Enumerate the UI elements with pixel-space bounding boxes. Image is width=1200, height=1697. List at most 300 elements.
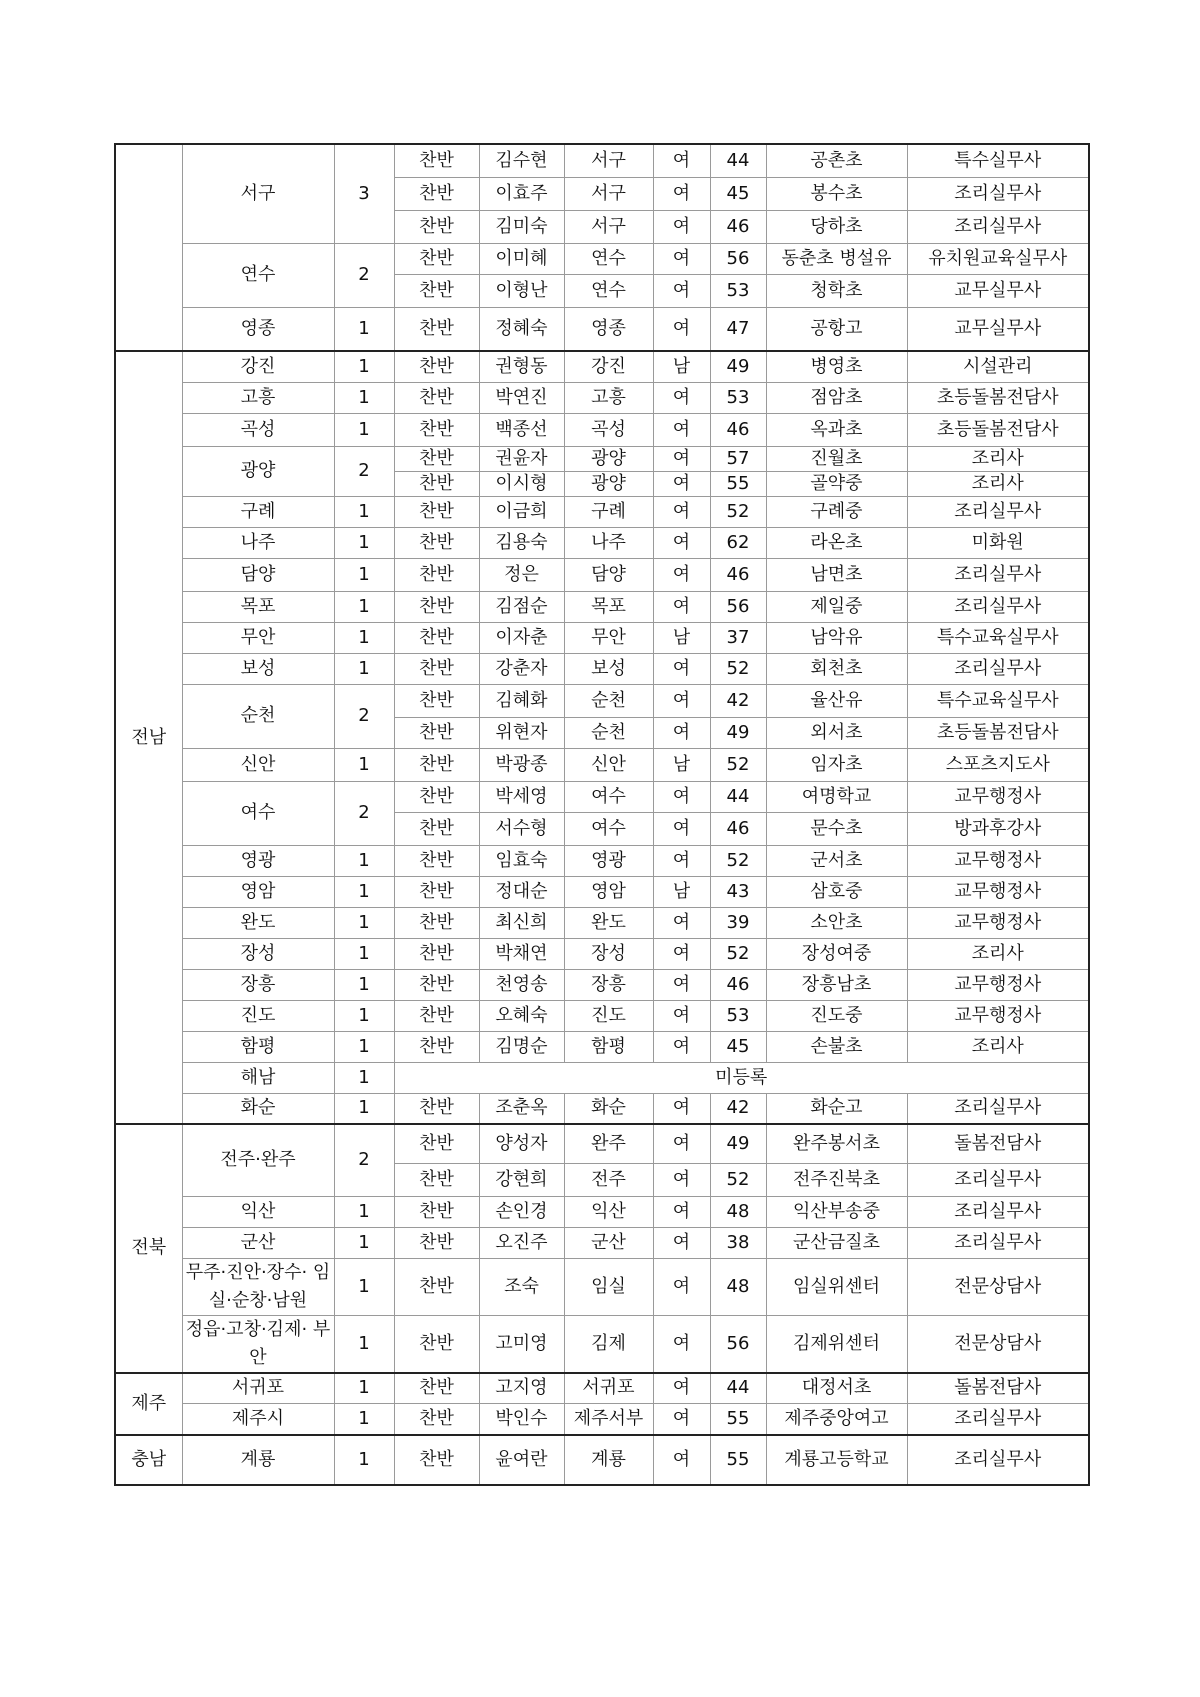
district-cell: 무주·진안·장수· 임실·순창·남원: [182, 1258, 334, 1315]
name-cell: 윤여란: [479, 1435, 564, 1485]
count-cell: 1: [334, 382, 394, 413]
count-cell: 1: [334, 527, 394, 558]
area-cell: 연수: [564, 274, 653, 307]
table-row: [115, 845, 1089, 876]
gender-cell: 여: [653, 471, 710, 496]
area-cell: 서구: [564, 210, 653, 243]
name-cell: 이금희: [479, 496, 564, 527]
area-cell: 곡성: [564, 413, 653, 446]
count-cell: 1: [334, 907, 394, 938]
area-cell: 진도: [564, 1000, 653, 1031]
table-body: [115, 143, 1089, 1485]
job-cell: 조리실무사: [907, 177, 1089, 210]
area-cell: 여수: [564, 812, 653, 845]
name-cell: 정대순: [479, 876, 564, 907]
count-cell: 1: [334, 845, 394, 876]
table-row: [115, 1093, 1089, 1124]
count-cell: 1: [334, 1196, 394, 1227]
district-cell: 전주·완주: [182, 1124, 334, 1196]
area-cell: 계룡: [564, 1435, 653, 1485]
gender-cell: 여: [653, 1404, 710, 1435]
name-cell: 이효주: [479, 177, 564, 210]
school-cell: 임자초: [766, 748, 907, 781]
school-cell: 율산유: [766, 684, 907, 717]
table-row: [115, 781, 1089, 812]
age-cell: 46: [710, 558, 766, 591]
gender-cell: 여: [653, 1373, 710, 1404]
district-cell: 함평: [182, 1031, 334, 1062]
area-cell: 서구: [564, 177, 653, 210]
table-row: [115, 558, 1089, 591]
school-cell: 진월초: [766, 446, 907, 471]
table-row: [115, 591, 1089, 622]
area-cell: 전주: [564, 1163, 653, 1196]
age-cell: 49: [710, 1124, 766, 1163]
age-cell: 43: [710, 876, 766, 907]
district-cell: 고흥: [182, 382, 334, 413]
age-cell: 37: [710, 622, 766, 653]
job-cell: 조리실무사: [907, 1196, 1089, 1227]
school-cell: 익산부송중: [766, 1196, 907, 1227]
area-cell: 목포: [564, 591, 653, 622]
age-cell: 57: [710, 446, 766, 471]
area-cell: 구례: [564, 496, 653, 527]
table-row: [115, 1196, 1089, 1227]
name-cell: 최신희: [479, 907, 564, 938]
job-cell: 조리사: [907, 1031, 1089, 1062]
table-row: [115, 1404, 1089, 1435]
gender-cell: 여: [653, 1000, 710, 1031]
school-cell: 손불초: [766, 1031, 907, 1062]
count-cell: 1: [334, 1000, 394, 1031]
type-cell: 찬반: [394, 907, 479, 938]
gender-cell: 남: [653, 748, 710, 781]
job-cell: 조리실무사: [907, 1093, 1089, 1124]
job-cell: 조리실무사: [907, 1404, 1089, 1435]
count-cell: 1: [334, 938, 394, 969]
type-cell: 찬반: [394, 845, 479, 876]
job-cell: 조리실무사: [907, 1435, 1089, 1485]
area-cell: 나주: [564, 527, 653, 558]
job-cell: 조리실무사: [907, 653, 1089, 684]
job-cell: 초등돌봄전담사: [907, 413, 1089, 446]
type-cell: 찬반: [394, 496, 479, 527]
count-cell: 1: [334, 1315, 394, 1373]
type-cell: 찬반: [394, 471, 479, 496]
region-cell: 충남: [115, 1435, 182, 1485]
table-row: [115, 351, 1089, 382]
district-cell: 연수: [182, 243, 334, 307]
school-cell: 공촌초: [766, 144, 907, 177]
school-cell: 김제위센터: [766, 1315, 907, 1373]
name-cell: 박채연: [479, 938, 564, 969]
job-cell: 교무행정사: [907, 1000, 1089, 1031]
gender-cell: 여: [653, 1258, 710, 1315]
name-cell: 이자춘: [479, 622, 564, 653]
age-cell: 55: [710, 1404, 766, 1435]
type-cell: 찬반: [394, 1031, 479, 1062]
type-cell: 찬반: [394, 876, 479, 907]
type-cell: 찬반: [394, 1000, 479, 1031]
name-cell: 강춘자: [479, 653, 564, 684]
job-cell: 특수교육실무사: [907, 622, 1089, 653]
region-cell: [115, 144, 182, 351]
age-cell: 56: [710, 243, 766, 274]
type-cell: 찬반: [394, 243, 479, 274]
age-cell: 44: [710, 781, 766, 812]
name-cell: 임효숙: [479, 845, 564, 876]
count-cell: 1: [334, 622, 394, 653]
gender-cell: 여: [653, 969, 710, 1000]
district-cell: 목포: [182, 591, 334, 622]
district-cell: 여수: [182, 781, 334, 845]
table-row: [115, 527, 1089, 558]
name-cell: 오혜숙: [479, 1000, 564, 1031]
job-cell: 조리실무사: [907, 558, 1089, 591]
table-row: [115, 1258, 1089, 1315]
name-cell: 김혜화: [479, 684, 564, 717]
school-cell: 전주진북초: [766, 1163, 907, 1196]
school-cell: 군산금질초: [766, 1227, 907, 1258]
job-cell: 조리실무사: [907, 1227, 1089, 1258]
school-cell: 동춘초 병설유: [766, 243, 907, 274]
count-cell: 1: [334, 351, 394, 382]
type-cell: 찬반: [394, 1315, 479, 1373]
school-cell: 제주중앙여고: [766, 1404, 907, 1435]
count-cell: 1: [334, 653, 394, 684]
job-cell: 교무행정사: [907, 845, 1089, 876]
job-cell: 조리실무사: [907, 1163, 1089, 1196]
area-cell: 광양: [564, 446, 653, 471]
count-cell: 1: [334, 1227, 394, 1258]
gender-cell: 여: [653, 496, 710, 527]
area-cell: 광양: [564, 471, 653, 496]
gender-cell: 여: [653, 938, 710, 969]
school-cell: 임실위센터: [766, 1258, 907, 1315]
name-cell: 김미숙: [479, 210, 564, 243]
count-cell: 1: [334, 1258, 394, 1315]
job-cell: 교무행정사: [907, 907, 1089, 938]
job-cell: 전문상담사: [907, 1258, 1089, 1315]
gender-cell: 여: [653, 1163, 710, 1196]
job-cell: 조리사: [907, 446, 1089, 471]
area-cell: 영광: [564, 845, 653, 876]
school-cell: 공항고: [766, 307, 907, 351]
school-cell: 외서초: [766, 717, 907, 748]
area-cell: 신안: [564, 748, 653, 781]
name-cell: 김점순: [479, 591, 564, 622]
district-cell: 군산: [182, 1227, 334, 1258]
area-cell: 완도: [564, 907, 653, 938]
area-cell: 연수: [564, 243, 653, 274]
age-cell: 42: [710, 1093, 766, 1124]
age-cell: 44: [710, 144, 766, 177]
name-cell: 박인수: [479, 1404, 564, 1435]
school-cell: 장흥남초: [766, 969, 907, 1000]
type-cell: 찬반: [394, 591, 479, 622]
type-cell: 찬반: [394, 177, 479, 210]
type-cell: 찬반: [394, 1435, 479, 1485]
type-cell: 찬반: [394, 622, 479, 653]
district-cell: 나주: [182, 527, 334, 558]
count-cell: 2: [334, 781, 394, 845]
district-cell: 정읍·고창·김제· 부안: [182, 1315, 334, 1373]
gender-cell: 여: [653, 1315, 710, 1373]
region-cell: 전북: [115, 1124, 182, 1373]
district-cell: 무안: [182, 622, 334, 653]
count-cell: 2: [334, 243, 394, 307]
count-cell: 1: [334, 413, 394, 446]
gender-cell: 여: [653, 653, 710, 684]
school-cell: 회천초: [766, 653, 907, 684]
job-cell: 돌봄전담사: [907, 1373, 1089, 1404]
type-cell: 찬반: [394, 938, 479, 969]
count-cell: 1: [334, 1435, 394, 1485]
table-row: [115, 1373, 1089, 1404]
school-cell: 라온초: [766, 527, 907, 558]
count-cell: 1: [334, 1093, 394, 1124]
type-cell: 찬반: [394, 969, 479, 1000]
school-cell: 남악유: [766, 622, 907, 653]
area-cell: 화순: [564, 1093, 653, 1124]
district-cell: 순천: [182, 684, 334, 748]
name-cell: 조숙: [479, 1258, 564, 1315]
name-cell: 권형동: [479, 351, 564, 382]
school-cell: 완주봉서초: [766, 1124, 907, 1163]
school-cell: 계룡고등학교: [766, 1435, 907, 1485]
school-cell: 제일중: [766, 591, 907, 622]
count-cell: 1: [334, 876, 394, 907]
type-cell: 찬반: [394, 382, 479, 413]
age-cell: 56: [710, 1315, 766, 1373]
district-cell: 서귀포: [182, 1373, 334, 1404]
age-cell: 52: [710, 845, 766, 876]
type-cell: 찬반: [394, 1093, 479, 1124]
count-cell: 1: [334, 748, 394, 781]
type-cell: 찬반: [394, 144, 479, 177]
gender-cell: 여: [653, 717, 710, 748]
school-cell: 장성여중: [766, 938, 907, 969]
age-cell: 38: [710, 1227, 766, 1258]
type-cell: 찬반: [394, 413, 479, 446]
age-cell: 46: [710, 969, 766, 1000]
area-cell: 완주: [564, 1124, 653, 1163]
table-row: [115, 1000, 1089, 1031]
district-cell: 구례: [182, 496, 334, 527]
area-cell: 장성: [564, 938, 653, 969]
district-cell: 신안: [182, 748, 334, 781]
school-cell: 구례중: [766, 496, 907, 527]
note-cell: 미등록: [394, 1062, 1089, 1093]
count-cell: 1: [334, 1404, 394, 1435]
school-cell: 군서초: [766, 845, 907, 876]
age-cell: 47: [710, 307, 766, 351]
name-cell: 천영송: [479, 969, 564, 1000]
job-cell: 교무실무사: [907, 274, 1089, 307]
district-cell: 서구: [182, 144, 334, 243]
gender-cell: 여: [653, 1196, 710, 1227]
name-cell: 이시형: [479, 471, 564, 496]
table-row: [115, 876, 1089, 907]
count-cell: 1: [334, 496, 394, 527]
name-cell: 고지영: [479, 1373, 564, 1404]
school-cell: 대정서초: [766, 1373, 907, 1404]
age-cell: 48: [710, 1196, 766, 1227]
name-cell: 조춘옥: [479, 1093, 564, 1124]
age-cell: 49: [710, 717, 766, 748]
table-row: [115, 653, 1089, 684]
name-cell: 백종선: [479, 413, 564, 446]
job-cell: 특수교육실무사: [907, 684, 1089, 717]
age-cell: 48: [710, 1258, 766, 1315]
type-cell: 찬반: [394, 1373, 479, 1404]
area-cell: 여수: [564, 781, 653, 812]
school-cell: 삼호중: [766, 876, 907, 907]
job-cell: 특수실무사: [907, 144, 1089, 177]
job-cell: 시설관리: [907, 351, 1089, 382]
type-cell: 찬반: [394, 1196, 479, 1227]
gender-cell: 여: [653, 591, 710, 622]
age-cell: 56: [710, 591, 766, 622]
district-cell: 계룡: [182, 1435, 334, 1485]
gender-cell: 여: [653, 413, 710, 446]
school-cell: 병영초: [766, 351, 907, 382]
table-row: [115, 969, 1089, 1000]
type-cell: 찬반: [394, 781, 479, 812]
gender-cell: 여: [653, 1093, 710, 1124]
name-cell: 김용숙: [479, 527, 564, 558]
name-cell: 정혜숙: [479, 307, 564, 351]
table-row: [115, 1062, 1089, 1093]
gender-cell: 여: [653, 845, 710, 876]
age-cell: 46: [710, 210, 766, 243]
gender-cell: 남: [653, 876, 710, 907]
name-cell: 이형난: [479, 274, 564, 307]
area-cell: 무안: [564, 622, 653, 653]
table-row: [115, 907, 1089, 938]
area-cell: 서구: [564, 144, 653, 177]
gender-cell: 여: [653, 446, 710, 471]
type-cell: 찬반: [394, 1404, 479, 1435]
age-cell: 46: [710, 413, 766, 446]
type-cell: 찬반: [394, 446, 479, 471]
gender-cell: 여: [653, 907, 710, 938]
age-cell: 52: [710, 1163, 766, 1196]
area-cell: 담양: [564, 558, 653, 591]
age-cell: 52: [710, 748, 766, 781]
school-cell: 골약중: [766, 471, 907, 496]
gender-cell: 여: [653, 812, 710, 845]
count-cell: 1: [334, 1373, 394, 1404]
gender-cell: 여: [653, 382, 710, 413]
table-row: [115, 144, 1089, 177]
job-cell: 조리실무사: [907, 210, 1089, 243]
name-cell: 권윤자: [479, 446, 564, 471]
count-cell: 1: [334, 591, 394, 622]
gender-cell: 여: [653, 243, 710, 274]
district-cell: 곡성: [182, 413, 334, 446]
count-cell: 1: [334, 307, 394, 351]
age-cell: 52: [710, 653, 766, 684]
school-cell: 여명학교: [766, 781, 907, 812]
area-cell: 김제: [564, 1315, 653, 1373]
gender-cell: 여: [653, 1124, 710, 1163]
region-cell: 제주: [115, 1373, 182, 1435]
district-cell: 영암: [182, 876, 334, 907]
table-row: [115, 1435, 1089, 1485]
name-cell: 박연진: [479, 382, 564, 413]
table-row: [115, 307, 1089, 351]
gender-cell: 남: [653, 622, 710, 653]
name-cell: 서수형: [479, 812, 564, 845]
name-cell: 김수현: [479, 144, 564, 177]
district-cell: 강진: [182, 351, 334, 382]
count-cell: 1: [334, 1062, 394, 1093]
area-cell: 익산: [564, 1196, 653, 1227]
name-cell: 박광종: [479, 748, 564, 781]
table-row: [115, 1315, 1089, 1373]
district-cell: 익산: [182, 1196, 334, 1227]
school-cell: 청학초: [766, 274, 907, 307]
age-cell: 45: [710, 1031, 766, 1062]
job-cell: 미화원: [907, 527, 1089, 558]
job-cell: 초등돌봄전담사: [907, 382, 1089, 413]
name-cell: 정은: [479, 558, 564, 591]
district-cell: 화순: [182, 1093, 334, 1124]
count-cell: 1: [334, 969, 394, 1000]
area-cell: 임실: [564, 1258, 653, 1315]
job-cell: 방과후강사: [907, 812, 1089, 845]
table-row: [115, 1227, 1089, 1258]
age-cell: 53: [710, 274, 766, 307]
district-cell: 해남: [182, 1062, 334, 1093]
table-row: [115, 496, 1089, 527]
job-cell: 조리실무사: [907, 591, 1089, 622]
table-row: [115, 446, 1089, 471]
school-cell: 봉수초: [766, 177, 907, 210]
type-cell: 찬반: [394, 527, 479, 558]
count-cell: 2: [334, 446, 394, 496]
name-cell: 양성자: [479, 1124, 564, 1163]
district-cell: 영광: [182, 845, 334, 876]
type-cell: 찬반: [394, 1227, 479, 1258]
candidate-table: [114, 143, 1090, 1486]
gender-cell: 여: [653, 781, 710, 812]
area-cell: 군산: [564, 1227, 653, 1258]
area-cell: 함평: [564, 1031, 653, 1062]
gender-cell: 여: [653, 1031, 710, 1062]
school-cell: 당하초: [766, 210, 907, 243]
region-cell: 전남: [115, 351, 182, 1124]
age-cell: 46: [710, 812, 766, 845]
school-cell: 화순고: [766, 1093, 907, 1124]
age-cell: 52: [710, 496, 766, 527]
district-cell: 제주시: [182, 1404, 334, 1435]
district-cell: 장성: [182, 938, 334, 969]
area-cell: 영암: [564, 876, 653, 907]
count-cell: 2: [334, 1124, 394, 1196]
table-row: [115, 684, 1089, 717]
job-cell: 유치원교육실무사: [907, 243, 1089, 274]
age-cell: 53: [710, 382, 766, 413]
district-cell: 보성: [182, 653, 334, 684]
job-cell: 전문상담사: [907, 1315, 1089, 1373]
age-cell: 49: [710, 351, 766, 382]
name-cell: 이미혜: [479, 243, 564, 274]
district-cell: 장흥: [182, 969, 334, 1000]
job-cell: 돌봄전담사: [907, 1124, 1089, 1163]
table-row: [115, 1124, 1089, 1163]
